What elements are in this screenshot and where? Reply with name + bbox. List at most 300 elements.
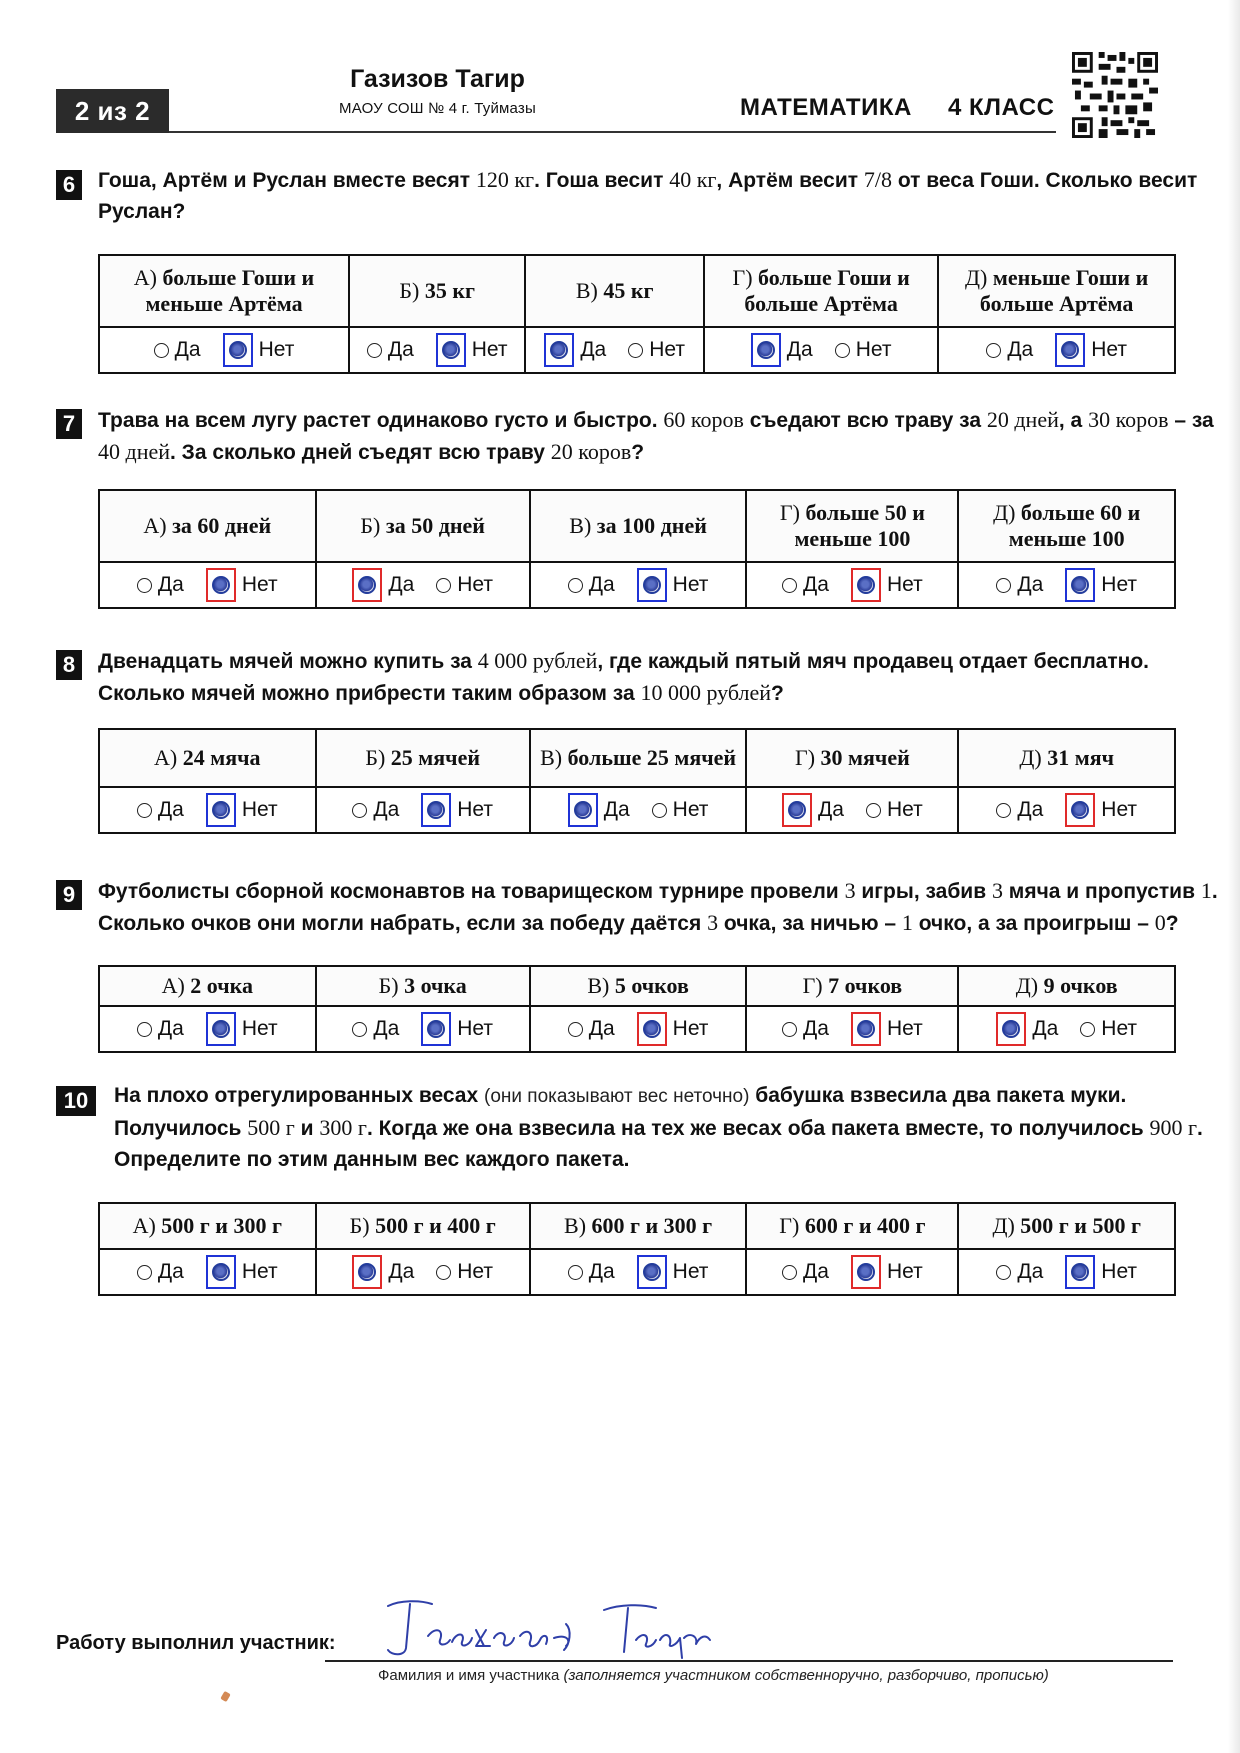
answer-choice-group[interactable] bbox=[137, 568, 278, 602]
task-number-value: 7/8 bbox=[863, 167, 893, 192]
task-text-fragment: от веса Гоши. Сколько весит Руслан? bbox=[98, 169, 1198, 223]
option-text: больше 50 и меньше 100 bbox=[794, 500, 925, 551]
option-text: 35 кг bbox=[424, 278, 475, 303]
option-label bbox=[530, 490, 747, 562]
participant-name: Газизов Тагир bbox=[350, 65, 525, 93]
answer-yes-label: Да bbox=[157, 573, 184, 596]
option-answer bbox=[525, 327, 704, 373]
option-label bbox=[530, 966, 747, 1006]
option-answer bbox=[99, 562, 316, 608]
task-number-value: 20 дней bbox=[986, 407, 1059, 432]
task-text-fragment: Двенадцать мячей можно купить за bbox=[98, 650, 478, 673]
answer-choice-group[interactable] bbox=[568, 1012, 709, 1046]
scribble-mark-icon bbox=[212, 1020, 230, 1038]
option-answers-row bbox=[99, 787, 1175, 833]
radio-circle-icon[interactable] bbox=[782, 1265, 797, 1280]
scribble-mark-icon bbox=[857, 576, 875, 594]
answer-choice-group[interactable] bbox=[352, 1255, 493, 1289]
option-label bbox=[316, 966, 530, 1006]
task-number: 7 bbox=[56, 409, 82, 439]
scribble-mark-icon bbox=[643, 1263, 661, 1281]
option-letter: Д) bbox=[992, 1213, 1021, 1238]
answer-no-label: Нет bbox=[672, 798, 709, 821]
answer-choice-group[interactable] bbox=[352, 568, 493, 602]
answer-choice-group[interactable] bbox=[137, 1012, 278, 1046]
radio-circle-icon[interactable] bbox=[986, 343, 1001, 358]
option-answer bbox=[746, 1249, 958, 1295]
option-text: за 60 дней bbox=[172, 513, 272, 538]
answer-choice-group[interactable] bbox=[367, 333, 508, 367]
selected-answer-mark[interactable] bbox=[421, 1012, 451, 1046]
answer-choice-group[interactable] bbox=[568, 1255, 709, 1289]
answer-yes-label: Да bbox=[588, 1017, 615, 1040]
radio-circle-icon[interactable] bbox=[996, 1265, 1011, 1280]
task-number-value: 120 кг bbox=[475, 167, 535, 192]
answer-choice-group[interactable] bbox=[996, 1255, 1137, 1289]
answer-choice-group[interactable] bbox=[782, 1012, 923, 1046]
option-letter: В) bbox=[569, 513, 597, 538]
selected-answer-mark[interactable] bbox=[206, 1012, 236, 1046]
signature-line bbox=[325, 1660, 1173, 1662]
option-answer bbox=[958, 562, 1175, 608]
scribble-mark-icon bbox=[1061, 341, 1079, 359]
answer-no-label: Нет bbox=[241, 1260, 278, 1283]
answer-yes-label: Да bbox=[388, 573, 415, 596]
option-text: больше 60 и меньше 100 bbox=[1008, 500, 1141, 551]
answer-yes-label: Да bbox=[580, 338, 607, 361]
option-label bbox=[958, 729, 1175, 787]
scribble-mark-icon bbox=[358, 576, 376, 594]
radio-circle-icon[interactable] bbox=[137, 1265, 152, 1280]
option-letter: Б) bbox=[399, 278, 425, 303]
radio-circle-icon[interactable] bbox=[137, 803, 152, 818]
option-text: больше 25 мячей bbox=[567, 745, 737, 770]
option-label bbox=[99, 729, 316, 787]
task-text-fragment: Трава на всем лугу растет одинаково густо и быстро. bbox=[98, 409, 664, 432]
answer-yes-label: Да bbox=[157, 1017, 184, 1040]
radio-circle-icon[interactable] bbox=[137, 578, 152, 593]
radio-circle-icon[interactable] bbox=[628, 343, 643, 358]
option-letter: Г) bbox=[732, 265, 759, 290]
scribble-mark-icon bbox=[212, 576, 230, 594]
task-number-value: 4 000 рублей bbox=[477, 648, 598, 673]
radio-circle-icon[interactable] bbox=[782, 578, 797, 593]
task-number: 10 bbox=[56, 1086, 96, 1116]
selected-answer-mark[interactable] bbox=[637, 568, 667, 602]
answer-no-label: Нет bbox=[457, 1017, 494, 1040]
signature-caption bbox=[378, 1667, 1049, 1684]
option-answers-row bbox=[99, 1006, 1175, 1052]
option-answers-row bbox=[99, 327, 1175, 373]
selected-answer-mark[interactable] bbox=[568, 793, 598, 827]
option-answer bbox=[530, 787, 747, 833]
option-answer bbox=[958, 1006, 1175, 1052]
task-text-fragment: , где каждый пятый мяч продавец отдает бесплатно. Сколько мячей можно прибрести таким образом за bbox=[98, 650, 1149, 705]
option-letter: В) bbox=[587, 973, 615, 998]
option-answer bbox=[316, 1249, 530, 1295]
option-letter: А) bbox=[154, 745, 183, 770]
task-text-fragment: Гоша, Артём и Руслан вместе весят bbox=[98, 169, 476, 192]
option-labels-row bbox=[99, 490, 1175, 562]
task-note: (они показывают вес неточно) bbox=[484, 1086, 750, 1107]
answer-choice-group[interactable] bbox=[996, 1012, 1137, 1046]
radio-circle-icon[interactable] bbox=[996, 578, 1011, 593]
task-text-fragment: – за bbox=[1168, 409, 1214, 432]
answer-choice-group[interactable] bbox=[154, 333, 295, 367]
task-text-fragment: очко, а за проигрыш – bbox=[912, 912, 1155, 935]
option-answer bbox=[746, 1006, 958, 1052]
answer-yes-label: Да bbox=[1032, 1017, 1059, 1040]
option-label bbox=[938, 255, 1175, 327]
radio-circle-icon[interactable] bbox=[154, 343, 169, 358]
answer-yes-label: Да bbox=[373, 798, 400, 821]
task-text-fragment: . Гоша весит bbox=[534, 169, 670, 192]
answer-choice-group[interactable] bbox=[996, 793, 1137, 827]
option-answer bbox=[530, 562, 747, 608]
option-answer bbox=[958, 1249, 1175, 1295]
option-letter: Д) bbox=[1019, 745, 1048, 770]
option-answer bbox=[316, 562, 530, 608]
option-text: за 100 дней bbox=[596, 513, 707, 538]
option-label bbox=[530, 729, 747, 787]
scribble-mark-icon bbox=[358, 1263, 376, 1281]
answer-no-label: Нет bbox=[1091, 338, 1127, 361]
radio-circle-icon[interactable] bbox=[568, 1022, 583, 1037]
option-letter: Г) bbox=[779, 500, 806, 525]
task-number-value: 300 г bbox=[319, 1115, 367, 1140]
option-labels-row bbox=[99, 1203, 1175, 1249]
task-number-value: 1 bbox=[901, 910, 913, 935]
task-text-fragment: , а bbox=[1058, 409, 1089, 432]
radio-circle-icon[interactable] bbox=[436, 578, 451, 593]
radio-circle-icon[interactable] bbox=[866, 803, 881, 818]
answer-yes-label: Да bbox=[803, 1260, 829, 1283]
answer-choice-group[interactable] bbox=[137, 793, 278, 827]
option-answer bbox=[704, 327, 938, 373]
task-number: 6 bbox=[56, 170, 82, 200]
selected-answer-mark[interactable] bbox=[851, 1012, 881, 1046]
option-letter: Д) bbox=[965, 265, 993, 290]
answer-yes-label: Да bbox=[174, 338, 201, 361]
qr-code-icon bbox=[1072, 52, 1158, 138]
option-letter: Д) bbox=[993, 500, 1021, 525]
answer-choice-group[interactable] bbox=[782, 568, 923, 602]
options-table bbox=[98, 489, 1176, 609]
radio-circle-icon[interactable] bbox=[1080, 1022, 1095, 1037]
task-text-fragment: . Сколько очков они могли набрать, если за победу даётся bbox=[98, 880, 1218, 935]
option-answer bbox=[746, 787, 958, 833]
radio-circle-icon[interactable] bbox=[652, 803, 667, 818]
selected-answer-mark[interactable] bbox=[1065, 1255, 1095, 1289]
task-text-fragment: . Когда же она взвесила на тех же весах оба пакета вместе, то получилось bbox=[366, 1117, 1150, 1140]
selected-answer-mark[interactable] bbox=[637, 1012, 667, 1046]
option-label bbox=[746, 490, 958, 562]
task-text bbox=[114, 1080, 1218, 1175]
option-text: 600 г и 400 г bbox=[804, 1213, 926, 1238]
option-text: 7 очков bbox=[828, 973, 903, 998]
radio-circle-icon[interactable] bbox=[568, 1265, 583, 1280]
answer-yes-label: Да bbox=[603, 798, 630, 821]
answer-yes-label: Да bbox=[803, 1017, 829, 1040]
option-letter: Б) bbox=[360, 513, 386, 538]
scribble-mark-icon bbox=[212, 1263, 230, 1281]
task-number-value: 10 000 рублей bbox=[640, 680, 772, 705]
option-label bbox=[316, 490, 530, 562]
answer-no-label: Нет bbox=[855, 338, 892, 361]
answer-yes-label: Да bbox=[157, 1260, 184, 1283]
signature-caption-note: (заполняется участником собственноручно, разборчиво, прописью) bbox=[563, 1667, 1049, 1684]
option-letter: Б) bbox=[378, 973, 405, 998]
option-answers-row bbox=[99, 562, 1175, 608]
option-label bbox=[958, 1203, 1175, 1249]
option-labels-row bbox=[99, 255, 1175, 327]
task-number-value: 20 коров bbox=[550, 439, 632, 464]
task-text bbox=[98, 875, 1218, 939]
answer-yes-label: Да bbox=[157, 798, 184, 821]
option-answer bbox=[938, 327, 1175, 373]
option-text: меньше Гоши и больше Артёма bbox=[979, 265, 1149, 316]
option-label bbox=[746, 1203, 958, 1249]
answer-choice-group[interactable] bbox=[352, 793, 493, 827]
task-number-value: 40 дней bbox=[98, 439, 171, 464]
answer-yes-label: Да bbox=[388, 1260, 415, 1283]
scribble-mark-icon bbox=[1071, 801, 1089, 819]
option-text: 25 мячей bbox=[390, 745, 481, 770]
option-letter: Г) bbox=[794, 745, 821, 770]
option-label bbox=[99, 966, 316, 1006]
selected-answer-mark[interactable] bbox=[1065, 793, 1095, 827]
answer-yes-label: Да bbox=[1017, 1260, 1044, 1283]
task-number-value: 3 bbox=[707, 910, 719, 935]
option-letter: В) bbox=[575, 278, 604, 303]
answer-choice-group[interactable] bbox=[996, 568, 1137, 602]
selected-answer-mark[interactable] bbox=[544, 333, 574, 367]
task-number-value: 500 г bbox=[247, 1115, 295, 1140]
answer-no-label: Нет bbox=[886, 798, 923, 821]
scribble-mark-icon bbox=[757, 341, 775, 359]
option-text: 5 очков bbox=[614, 973, 689, 998]
option-label bbox=[99, 1203, 316, 1249]
answer-choice-group[interactable] bbox=[751, 333, 892, 367]
option-text: 45 кг bbox=[603, 278, 654, 303]
task-text-fragment: Футболисты сборной космонавтов на товарищеском турнире провели bbox=[98, 880, 845, 903]
selected-answer-mark[interactable] bbox=[436, 333, 466, 367]
radio-circle-icon[interactable] bbox=[367, 343, 382, 358]
option-label bbox=[746, 729, 958, 787]
answer-choice-group[interactable] bbox=[986, 333, 1127, 367]
answer-no-label: Нет bbox=[672, 1017, 709, 1040]
option-letter: А) bbox=[133, 265, 163, 290]
selected-answer-mark[interactable] bbox=[352, 568, 382, 602]
options-table bbox=[98, 728, 1176, 834]
task-number-value: 0 bbox=[1154, 910, 1166, 935]
option-letter: Г) bbox=[779, 1213, 805, 1238]
scribble-mark-icon bbox=[229, 341, 247, 359]
option-answer bbox=[99, 1006, 316, 1052]
option-answer bbox=[746, 562, 958, 608]
option-answer bbox=[316, 1006, 530, 1052]
radio-circle-icon[interactable] bbox=[436, 1265, 451, 1280]
scribble-mark-icon bbox=[212, 801, 230, 819]
scribble-mark-icon bbox=[1071, 576, 1089, 594]
option-answer bbox=[530, 1249, 747, 1295]
selected-answer-mark[interactable] bbox=[637, 1255, 667, 1289]
answer-yes-label: Да bbox=[588, 573, 615, 596]
option-label bbox=[316, 1203, 530, 1249]
task-number-value: 60 коров bbox=[663, 407, 744, 432]
options-table bbox=[98, 254, 1176, 374]
signature-label: Работу выполнил участник: bbox=[56, 1632, 336, 1654]
option-labels-row bbox=[99, 966, 1175, 1006]
option-text: 30 мячей bbox=[820, 745, 910, 770]
task-text-fragment: очка, за ничью – bbox=[718, 912, 902, 935]
scribble-mark-icon bbox=[1071, 1263, 1089, 1281]
answer-yes-label: Да bbox=[373, 1017, 400, 1040]
selected-answer-mark[interactable] bbox=[352, 1255, 382, 1289]
task-text-fragment: ? bbox=[1165, 912, 1179, 935]
option-label bbox=[958, 966, 1175, 1006]
task-number-value: 40 кг bbox=[669, 167, 717, 192]
page-edge-shadow bbox=[1228, 0, 1240, 1753]
option-text: 500 г и 300 г bbox=[161, 1213, 282, 1238]
header-rule bbox=[169, 131, 1056, 133]
option-text: за 50 дней bbox=[385, 513, 485, 538]
selected-answer-mark[interactable] bbox=[206, 793, 236, 827]
option-label bbox=[958, 490, 1175, 562]
option-label bbox=[99, 490, 316, 562]
answer-choice-group[interactable] bbox=[544, 333, 685, 367]
option-label bbox=[530, 1203, 747, 1249]
subject-title: МАТЕМАТИКА bbox=[740, 94, 912, 121]
radio-circle-icon[interactable] bbox=[352, 803, 367, 818]
task-number: 9 bbox=[56, 880, 82, 910]
answer-choice-group[interactable] bbox=[782, 793, 923, 827]
option-letter: Б) bbox=[365, 745, 391, 770]
selected-answer-mark[interactable] bbox=[851, 568, 881, 602]
task-text-fragment: ? bbox=[771, 682, 784, 705]
radio-circle-icon[interactable] bbox=[782, 1022, 797, 1037]
option-text: 31 мяч bbox=[1047, 745, 1115, 770]
option-answer bbox=[316, 787, 530, 833]
task-text-fragment: . За сколько дней съедят всю траву bbox=[170, 441, 551, 464]
option-answer bbox=[99, 787, 316, 833]
answer-no-label: Нет bbox=[1101, 1017, 1138, 1040]
answer-no-label: Нет bbox=[1101, 573, 1138, 596]
option-letter: В) bbox=[540, 745, 568, 770]
selected-answer-mark[interactable] bbox=[996, 1012, 1026, 1046]
answer-no-label: Нет bbox=[471, 338, 508, 361]
options-table bbox=[98, 965, 1176, 1053]
answer-no-label: Нет bbox=[241, 798, 278, 821]
signature-caption-main: Фамилия и имя участника bbox=[378, 1667, 560, 1684]
task-text-fragment: бабушка взвесила два пакета муки. Получилось bbox=[114, 1084, 1127, 1140]
task-text-fragment: мяча и пропустив bbox=[1002, 880, 1201, 903]
task-text-fragment: съедают всю траву за bbox=[743, 409, 987, 432]
participant-block bbox=[300, 64, 575, 117]
option-text: 9 очков bbox=[1043, 973, 1118, 998]
task-text-fragment: . Определите по этим данным вес каждого пакета. bbox=[114, 1117, 1203, 1171]
radio-circle-icon[interactable] bbox=[352, 1022, 367, 1037]
selected-answer-mark[interactable] bbox=[206, 568, 236, 602]
answer-no-label: Нет bbox=[457, 798, 494, 821]
option-text: больше Гоши и меньше Артёма bbox=[145, 265, 315, 316]
option-text: 500 г и 400 г bbox=[375, 1213, 496, 1238]
option-letter: Д) bbox=[1015, 973, 1044, 998]
scribble-mark-icon bbox=[574, 801, 592, 819]
option-answers-row bbox=[99, 1249, 1175, 1295]
answer-no-label: Нет bbox=[258, 338, 295, 361]
option-label bbox=[316, 729, 530, 787]
scribble-mark-icon bbox=[643, 1020, 661, 1038]
option-label bbox=[349, 255, 525, 327]
scribble-mark-icon bbox=[643, 576, 661, 594]
radio-circle-icon[interactable] bbox=[137, 1022, 152, 1037]
answer-no-label: Нет bbox=[886, 573, 923, 596]
task-number-value: 900 г bbox=[1149, 1115, 1198, 1140]
scribble-mark-icon bbox=[442, 341, 460, 359]
radio-circle-icon[interactable] bbox=[996, 803, 1011, 818]
option-letter: Б) bbox=[349, 1213, 376, 1238]
selected-answer-mark[interactable] bbox=[851, 1255, 881, 1289]
option-text: 600 г и 300 г bbox=[591, 1213, 713, 1238]
answer-choice-group[interactable] bbox=[137, 1255, 278, 1289]
selected-answer-mark[interactable] bbox=[751, 333, 781, 367]
answer-no-label: Нет bbox=[1101, 1260, 1138, 1283]
selected-answer-mark[interactable] bbox=[206, 1255, 236, 1289]
scribble-mark-icon bbox=[550, 341, 568, 359]
task-text bbox=[98, 645, 1218, 709]
option-answer bbox=[349, 327, 525, 373]
answer-yes-label: Да bbox=[786, 338, 813, 361]
answer-no-label: Нет bbox=[457, 573, 494, 596]
answer-no-label: Нет bbox=[649, 338, 685, 361]
option-answer bbox=[958, 787, 1175, 833]
answer-choice-group[interactable] bbox=[568, 568, 709, 602]
answer-no-label: Нет bbox=[1101, 798, 1138, 821]
answer-choice-group[interactable] bbox=[782, 1255, 923, 1289]
scribble-mark-icon bbox=[427, 1020, 445, 1038]
answer-choice-group[interactable] bbox=[352, 1012, 493, 1046]
answer-yes-label: Да bbox=[1007, 338, 1034, 361]
answer-yes-label: Да bbox=[818, 798, 844, 821]
selected-answer-mark[interactable] bbox=[223, 333, 253, 367]
option-label bbox=[99, 255, 349, 327]
selected-answer-mark[interactable] bbox=[1055, 333, 1085, 367]
task-number-value: 1 bbox=[1200, 878, 1212, 903]
answer-choice-group[interactable] bbox=[568, 793, 709, 827]
answer-no-label: Нет bbox=[457, 1260, 494, 1283]
scribble-mark-icon bbox=[857, 1020, 875, 1038]
page-badge: 2 из 2 bbox=[56, 89, 169, 133]
radio-circle-icon[interactable] bbox=[568, 578, 583, 593]
option-text: 3 очка bbox=[404, 973, 467, 998]
answer-yes-label: Да bbox=[1017, 798, 1044, 821]
option-text: 500 г и 500 г bbox=[1020, 1213, 1141, 1238]
answer-no-label: Нет bbox=[672, 573, 709, 596]
selected-answer-mark[interactable] bbox=[1065, 568, 1095, 602]
task-text-fragment: На плохо отрегулированных весах bbox=[114, 1084, 484, 1107]
answer-no-label: Нет bbox=[886, 1017, 923, 1040]
selected-answer-mark[interactable] bbox=[782, 793, 812, 827]
option-label bbox=[525, 255, 704, 327]
participant-school: МАОУ СОШ № 4 г. Туймазы bbox=[339, 100, 536, 117]
selected-answer-mark[interactable] bbox=[421, 793, 451, 827]
radio-circle-icon[interactable] bbox=[835, 343, 850, 358]
option-letter: А) bbox=[161, 973, 191, 998]
options-table bbox=[98, 1202, 1176, 1296]
answer-yes-label: Да bbox=[387, 338, 414, 361]
answer-no-label: Нет bbox=[886, 1260, 923, 1283]
